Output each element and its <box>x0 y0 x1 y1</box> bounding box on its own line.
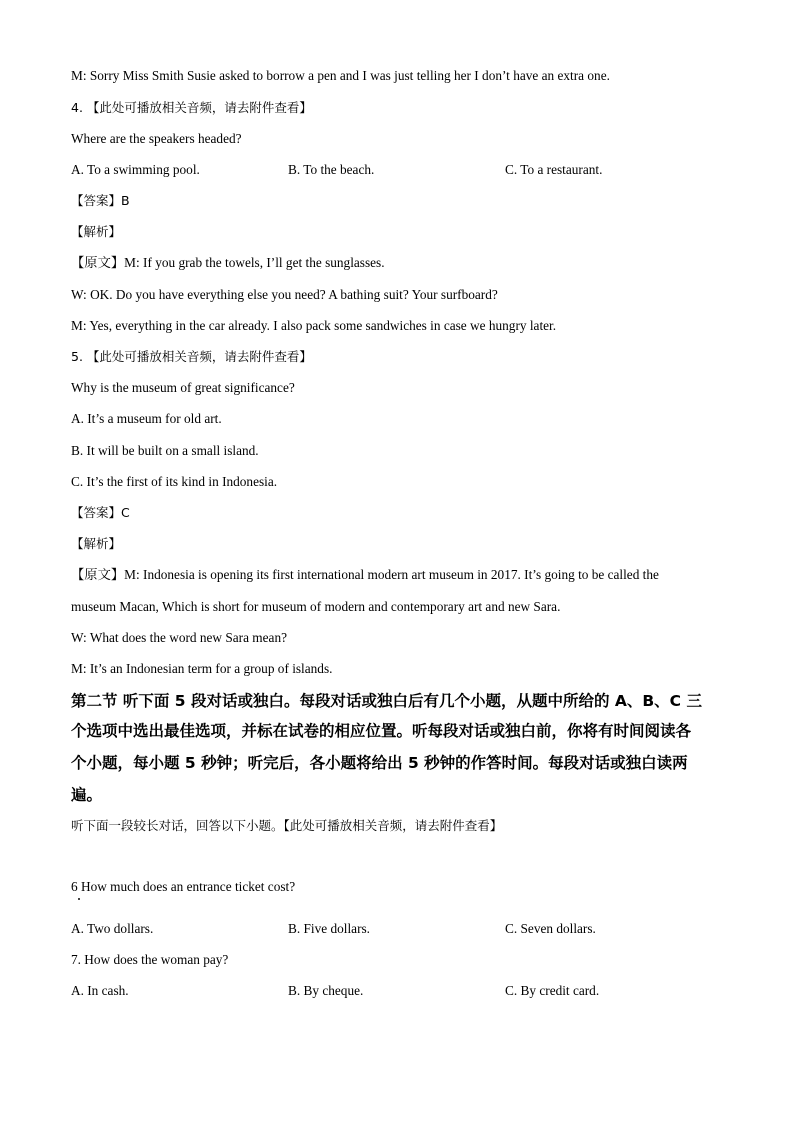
question-4-option-a: A. To a swimming pool. <box>71 162 200 177</box>
section-2-instructions-line-4: 遍。 <box>71 786 103 804</box>
section-2-instructions-line-2: 个选项中选出最佳选项，并标在试卷的相应位置。听每段对话或独白前，你将有时间阅读各 <box>71 722 692 740</box>
question-7-option-a: A. In cash. <box>71 983 129 998</box>
question-5-option-c: C. It’s the first of its kind in Indonesia. <box>71 474 278 489</box>
question-5-header: 5. 【此处可播放相关音频，请去附件查看】 <box>71 349 312 364</box>
question-7-text: 7. How does the woman pay? <box>71 952 229 967</box>
question-6-option-a: A. Two dollars. <box>71 921 154 936</box>
question-4-option-c: C. To a restaurant. <box>505 162 603 177</box>
question-4-answer: 【答案】B <box>71 193 130 208</box>
question-4-analysis-label: 【解析】 <box>71 224 122 239</box>
question-4-option-b: B. To the beach. <box>288 162 375 177</box>
question-5-option-a: A. It’s a museum for old art. <box>71 411 222 426</box>
question-7-option-b: B. By cheque. <box>288 983 364 998</box>
question-4-text: Where are the speakers headed? <box>71 131 242 146</box>
question-4-transcript-2: W: OK. Do you have everything else you need? A bathing suit? Your surfboard? <box>71 287 498 302</box>
question-5-text: Why is the museum of great significance? <box>71 380 295 395</box>
question-6-option-b: B. Five dollars. <box>288 921 370 936</box>
question-4-header: 4. 【此处可播放相关音频，请去附件查看】 <box>71 100 312 115</box>
section-2-instructions-line-3: 个小题，每小题 5 秒钟；听完后，各小题将给出 5 秒钟的作答时间。每段对话或独白读两 <box>71 754 688 772</box>
question-5-transcript-3: W: What does the word new Sara mean? <box>71 630 287 645</box>
question-4-transcript-1: 【原文】M: If you grab the towels, I’ll get the sunglasses. <box>71 255 385 270</box>
question-5-answer: 【答案】C <box>71 505 130 520</box>
stray-mark <box>78 898 80 900</box>
question-5-option-b: B. It will be built on a small island. <box>71 443 259 458</box>
question-5-analysis-label: 【解析】 <box>71 536 122 551</box>
question-4-transcript-3: M: Yes, everything in the car already. I also pack some sandwiches in case we hungry later. <box>71 318 557 333</box>
question-7-option-c: C. By credit card. <box>505 983 600 998</box>
question-6-option-c: C. Seven dollars. <box>505 921 596 936</box>
section-2-instructions-line-1: 第二节 听下面 5 段对话或独白。每段对话或独白后有几个小题，从题中所给的 A、B、C 三 <box>71 692 702 710</box>
question-5-transcript-2: museum Macan, Which is short for museum of modern and contemporary art and new Sara. <box>71 599 561 614</box>
question-5-transcript-4: M: It’s an Indonesian term for a group of islands. <box>71 661 333 676</box>
listening-instruction: 听下面一段较长对话，回答以下小题。【此处可播放相关音频，请去附件查看】 <box>71 818 503 833</box>
transcript-line: M: Sorry Miss Smith Susie asked to borrow a pen and I was just telling her I don’t have an extra one. <box>71 68 610 83</box>
question-5-transcript-1: 【原文】M: Indonesia is opening its first international modern art museum in 2017. It’s going to be called the <box>71 567 659 582</box>
question-6-text: 6 How much does an entrance ticket cost? <box>71 879 296 894</box>
